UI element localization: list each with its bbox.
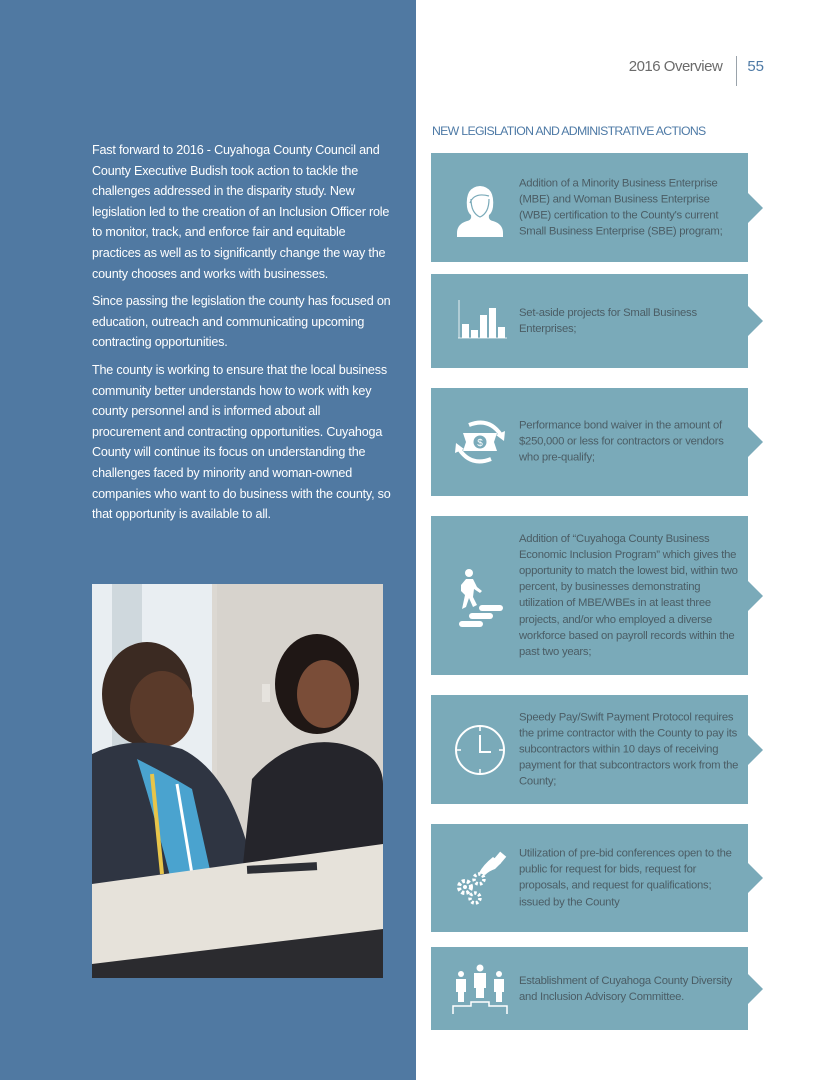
- card-arrow: [747, 426, 763, 458]
- action-text: Performance bond waiver in the amount of $250,000 or less for contractors or vendors who pre-qualify;: [519, 419, 724, 465]
- action-card: [431, 516, 764, 675]
- action-card: [431, 274, 764, 368]
- action-text: Addition of a Minority Business Enterprise (MBE) and Woman Business Enterprise (WBE) certification to the County's current Small Business Enterprise (SBE) program;: [519, 177, 723, 238]
- money-exchange-icon: [449, 411, 511, 473]
- intro-paragraph-2: Since passing the legislation the county has focused on education, outreach and communicating upcoming contracting opportunities.: [92, 294, 391, 350]
- intro-paragraph-1: Fast forward to 2016 - Cuyahoga County Council and County Executive Budish took action to tackle the challenges addressed in the disparity study. New legislation led to the creation of an Inclusion Officer role to monitor, track, and enforce fair and equitable practices as well as to significantly change the way the county chooses and works with businesses.: [92, 143, 390, 281]
- card-arrow: [747, 734, 763, 766]
- header-divider: [736, 56, 737, 86]
- meeting-photo: [92, 584, 383, 978]
- woman-profile-icon: [449, 177, 511, 239]
- action-card: [431, 388, 764, 496]
- hand-gears-icon: [449, 847, 511, 909]
- actions-heading: NEW LEGISLATION AND ADMINISTRATIVE ACTIONS: [432, 124, 706, 138]
- card-arrow: [747, 862, 763, 894]
- photo-illustration: [92, 584, 383, 978]
- podium-people-icon: [449, 958, 511, 1020]
- card-arrow: [747, 305, 763, 337]
- action-card: [431, 824, 764, 932]
- page-header: [629, 56, 764, 86]
- card-arrow: [747, 192, 763, 224]
- action-text: Establishment of Cuyahoga County Diversity and Inclusion Advisory Committee.: [519, 974, 733, 1003]
- left-panel: [0, 0, 416, 1080]
- bar-chart-icon: [449, 290, 511, 352]
- intro-paragraph-3: The county is working to ensure that the local business community better understands how to work with key county personnel and is informed about all procurement and contracting opportunities. Cuyahoga County will continue its focus on understanding the challenges faced by minority and woman-owned companies who want to do business with the county, so that opportunity is available to all.: [92, 362, 391, 522]
- action-card: [431, 947, 764, 1030]
- climbing-stairs-icon: [449, 565, 511, 627]
- action-text: Set-aside projects for Small Business Enterprises;: [519, 306, 697, 335]
- card-arrow: [747, 973, 763, 1005]
- action-text: Addition of “Cuyahoga County Business Economic Inclusion Program” which gives the opportunity to match the lowest bid, within two percent, by businesses demonstrating utilization of MBE/WBEs in at least three projects, and/or who employed a diverse workforce based on payroll records within the past two years;: [519, 532, 738, 659]
- card-arrow: [747, 580, 763, 612]
- action-text: Speedy Pay/Swift Payment Protocol requires the prime contractor with the County to pay its subcontractors within 10 days of receiving payment for that subcontractors work from the County;: [519, 710, 739, 788]
- intro-text: [92, 140, 392, 532]
- action-text: Utilization of pre-bid conferences open to the public for request for bids, request for proposals, and request for qualifications; issued by the County: [519, 847, 732, 909]
- svg-text:$: $: [477, 438, 483, 449]
- action-card: [431, 695, 764, 804]
- page-number: 55: [747, 58, 764, 75]
- clock-icon: [449, 719, 511, 781]
- section-title: 2016 Overview: [628, 58, 723, 75]
- action-card: [431, 153, 764, 262]
